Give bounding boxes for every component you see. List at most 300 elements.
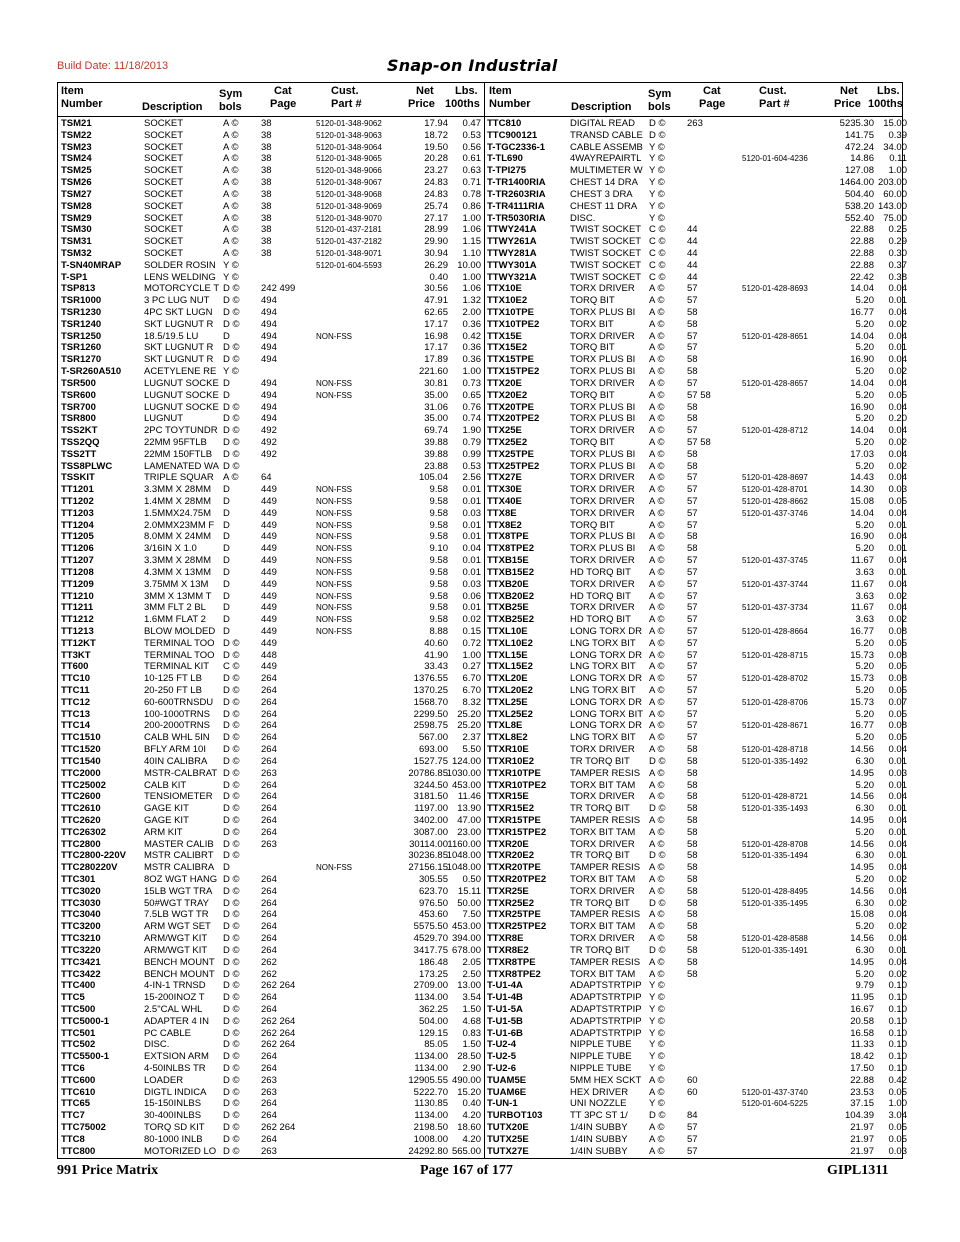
symbols: A ©	[649, 637, 665, 649]
cat-page: 58	[687, 956, 698, 968]
header-sym-1: Sym	[219, 88, 243, 100]
item-number: TTXR25E2	[487, 897, 534, 909]
table-row	[0, 1039, 960, 1051]
item-number: TTC5	[61, 992, 85, 1004]
lbs-100ths: 5.50	[462, 744, 481, 756]
item-number: TSM30	[61, 224, 92, 236]
item-number: TTC10	[61, 673, 91, 685]
lbs-100ths: 0.07	[888, 696, 907, 708]
net-price: 538.20	[844, 200, 874, 212]
table-row	[0, 307, 960, 319]
symbols: D ©	[223, 1051, 240, 1063]
cust-part: 5120-01-437-3745	[742, 556, 808, 566]
description: TORX BIT TAM	[570, 826, 636, 838]
net-price: 22.88	[850, 1074, 874, 1086]
lbs-100ths: 0.01	[462, 496, 481, 507]
table-row	[0, 1051, 960, 1063]
lbs-100ths: 0.04	[888, 862, 907, 874]
description: 8.0MM X 24MM	[144, 531, 212, 543]
cat-page: 38	[261, 188, 272, 200]
lbs-100ths: 0.01	[888, 295, 907, 307]
cat-page: 58	[687, 814, 698, 826]
table-row	[0, 921, 960, 933]
symbols: A ©	[649, 602, 665, 614]
description: NIPPLE TUBE	[570, 1063, 632, 1074]
cat-page: 449	[261, 661, 277, 673]
item-number: TTC11	[61, 685, 90, 696]
lbs-100ths: 0.05	[888, 732, 907, 744]
symbols: D ©	[223, 401, 240, 413]
cat-page: 57 58	[687, 436, 711, 448]
description: 3.75MM X 13M	[144, 578, 209, 590]
symbols: D	[223, 625, 230, 637]
item-number: TSM27	[61, 188, 92, 200]
symbols: D ©	[223, 708, 240, 720]
description: SOCKET	[144, 177, 184, 189]
symbols: D ©	[223, 1015, 240, 1027]
symbols: A ©	[649, 590, 665, 602]
cust-part: 5120-01-428-8715	[742, 650, 808, 660]
description: TORX DRIVER	[570, 555, 635, 567]
net-price: 11.67	[850, 578, 874, 590]
table-row	[0, 886, 960, 898]
net-price: 14.56	[850, 838, 874, 850]
header-underline	[57, 116, 903, 117]
lbs-100ths: 0.02	[888, 436, 907, 448]
item-number: TTC3200	[61, 921, 101, 933]
symbols: A ©	[649, 555, 665, 567]
symbols: Y ©	[649, 980, 665, 992]
item-number: TTX30E	[487, 484, 522, 496]
table-row	[0, 366, 960, 378]
description: ADAPTSTRTPIP	[570, 1015, 642, 1027]
cat-page: 264	[261, 755, 277, 767]
description: 2PC TOYTUNDR	[144, 425, 218, 437]
symbols: A ©	[223, 129, 239, 141]
header-item-2: Number	[61, 98, 103, 110]
description: MSTR-CALBRAT	[144, 767, 218, 779]
table-row	[0, 496, 960, 508]
cat-page: 57	[687, 377, 698, 389]
table-row	[0, 614, 960, 626]
net-price: 17.50	[850, 1063, 874, 1074]
symbols: A ©	[649, 295, 665, 307]
lbs-100ths: 0.05	[888, 389, 907, 401]
symbols: A ©	[223, 212, 239, 224]
item-number: TTXB20E2	[487, 590, 534, 602]
table-row	[0, 756, 960, 768]
net-price: 1008.00	[413, 1133, 448, 1145]
item-number: TTXR15TPE	[487, 814, 541, 826]
table-row	[0, 898, 960, 910]
net-price: 127.08	[844, 165, 874, 177]
item-number: TSM24	[61, 153, 92, 165]
cat-page: 264	[261, 944, 277, 956]
cust-part: NON-FSS	[316, 378, 352, 388]
item-number: TT1213	[61, 625, 94, 637]
net-price: 693.00	[418, 744, 448, 756]
description: SOCKET	[144, 236, 184, 248]
cat-page: 57	[687, 1145, 698, 1157]
net-price: 1130.85	[414, 1098, 448, 1110]
table-row	[0, 1028, 960, 1040]
description: MULTIMETER W	[570, 165, 643, 177]
description: LONG TORX DR	[570, 649, 642, 661]
footer-right: GIPL1311	[827, 1163, 889, 1178]
lbs-100ths: 0.30	[888, 247, 907, 259]
net-price: 6.30	[855, 803, 874, 815]
cust-part: 5120-01-604-4236	[742, 154, 808, 164]
item-number: TTC2610	[61, 803, 101, 815]
lbs-100ths: 1030.00	[446, 767, 481, 779]
net-price: 14.95	[850, 862, 874, 874]
table-row	[0, 378, 960, 390]
item-number: TSS2KT	[61, 425, 98, 437]
cat-page: 242 499	[261, 283, 296, 295]
symbols: A ©	[649, 767, 665, 779]
description: BLOW MOLDED	[144, 625, 216, 637]
header-cust-1: Cust.	[331, 85, 359, 97]
item-number: TURBOT103	[487, 1110, 543, 1122]
description: TR TORQ BIT	[570, 755, 630, 767]
table-row	[0, 803, 960, 815]
cust-part: 5120-01-437-2182	[316, 237, 382, 247]
description: 30-400INLBS	[144, 1110, 202, 1122]
lbs-100ths: 0.04	[888, 838, 907, 850]
item-number: TTX15E	[487, 330, 522, 342]
description: TORX DRIVER	[570, 791, 635, 803]
lbs-100ths: 0.86	[462, 200, 481, 212]
item-number: TSM25	[61, 165, 92, 177]
item-number: TTXR8E	[487, 933, 524, 945]
description: LONG TORX BIT	[570, 708, 644, 720]
lbs-100ths: 10.00	[457, 259, 481, 271]
cat-page: 58	[687, 909, 698, 921]
lbs-100ths: 1048.00	[446, 850, 481, 862]
table-row	[0, 531, 960, 543]
header-cust-1: Cust.	[759, 85, 787, 97]
table-row	[0, 165, 960, 177]
header-cat-1: Cat	[703, 85, 721, 97]
table-row	[0, 1098, 960, 1110]
description: 3MM X 13MM T	[144, 590, 212, 602]
cat-page: 57	[687, 661, 698, 673]
description: TORX DRIVER	[570, 744, 635, 756]
cat-page: 449	[261, 543, 277, 555]
lbs-100ths: 0.01	[462, 484, 481, 496]
lbs-100ths: 0.04	[888, 472, 907, 484]
net-price: 0.40	[429, 271, 448, 283]
cat-page: 60	[687, 1086, 698, 1098]
description: TR TORQ BIT	[570, 850, 630, 862]
cat-page: 57	[687, 685, 698, 696]
net-price: 27156.15	[408, 862, 448, 874]
lbs-100ths: 1160.00	[447, 838, 481, 850]
table-row	[0, 602, 960, 614]
item-number: TTC3020	[61, 885, 101, 897]
header-cat-2: Page	[699, 98, 726, 110]
net-price: 17.94	[424, 118, 448, 129]
cat-page: 58	[687, 307, 698, 318]
cat-page: 262 264	[261, 1039, 296, 1051]
lbs-100ths: 60.00	[883, 188, 907, 200]
item-number: TT1201	[61, 484, 94, 496]
net-price: 5.20	[855, 460, 874, 472]
symbols: A ©	[649, 283, 665, 295]
cat-page: 263	[687, 118, 703, 129]
item-number: TTWY321A	[487, 271, 537, 283]
cust-part: NON-FSS	[316, 567, 352, 577]
net-price: 5.20	[855, 708, 874, 720]
description: 4WAYREPAIRTL	[570, 153, 642, 165]
lbs-100ths: 0.01	[888, 826, 907, 838]
description: HD TORQ BIT	[570, 614, 631, 626]
description: TORQ BIT	[570, 295, 615, 307]
symbols: A ©	[649, 968, 665, 980]
cust-part: 5120-01-335-1494	[742, 851, 808, 861]
cust-part: 5120-01-348-9063	[316, 130, 382, 140]
symbols: D ©	[223, 897, 240, 909]
cat-page: 492	[261, 448, 277, 460]
symbols: A ©	[649, 956, 665, 968]
lbs-100ths: 0.03	[888, 1145, 907, 1157]
net-price: 37.15	[850, 1098, 874, 1110]
cust-part: 5120-01-428-8712	[742, 426, 808, 436]
net-price: 6.30	[855, 897, 874, 909]
description: 4-50INLBS TR	[144, 1063, 206, 1074]
table-row	[0, 815, 960, 827]
net-price: 5.20	[855, 661, 874, 673]
description: BENCH MOUNT	[144, 968, 215, 980]
symbols: D ©	[223, 448, 240, 460]
item-number: TTXL20E2	[487, 685, 533, 696]
net-price: 5.20	[855, 342, 874, 354]
net-price: 129.15	[418, 1027, 448, 1039]
lbs-100ths: 0.83	[462, 1027, 481, 1039]
net-price: 5.20	[855, 413, 874, 425]
cat-page: 449	[261, 637, 277, 649]
symbols: D	[223, 614, 230, 626]
header-cust-2: Part #	[759, 98, 790, 110]
cat-page: 263	[261, 1145, 277, 1157]
item-number: TTXL8E	[487, 720, 523, 732]
net-price: 18.72	[424, 129, 448, 141]
net-price: 21.97	[850, 1145, 874, 1157]
item-number: T-U2-6	[487, 1063, 517, 1074]
lbs-100ths: 0.04	[888, 425, 907, 437]
table-row	[0, 236, 960, 248]
item-number: TTXL25E	[487, 696, 528, 708]
description: 22MM 95FTLB	[144, 436, 207, 448]
lbs-100ths: 1.00	[888, 165, 907, 177]
cat-page: 494	[261, 307, 277, 318]
net-price: 567.00	[418, 732, 448, 744]
cat-page: 58	[687, 862, 698, 874]
cat-page: 58	[687, 531, 698, 543]
net-price: 30.56	[424, 283, 448, 295]
cat-page: 38	[261, 247, 272, 259]
net-price: 14.86	[850, 153, 874, 165]
lbs-100ths: 0.04	[462, 543, 481, 555]
net-price: 18.42	[850, 1051, 874, 1063]
net-price: 14.30	[850, 484, 874, 496]
lbs-100ths: 0.04	[888, 377, 907, 389]
lbs-100ths: 0.01	[462, 555, 481, 567]
net-price: 11.67	[850, 555, 874, 567]
net-price: 9.58	[429, 566, 448, 578]
net-price: 504.40	[844, 188, 874, 200]
item-number: TUTX27E	[487, 1145, 529, 1157]
item-number: TTXB20E	[487, 578, 529, 590]
item-number: TTX15TPE2	[487, 366, 540, 378]
cat-page: 492	[261, 436, 277, 448]
description: TERMINAL KIT	[144, 661, 210, 673]
table-row	[0, 449, 960, 461]
item-number: TTC3421	[61, 956, 101, 968]
net-price: 5.20	[855, 318, 874, 330]
net-price: 9.58	[429, 519, 448, 531]
cust-part: 5120-01-428-8495	[742, 886, 808, 896]
cat-page: 38	[261, 165, 272, 177]
item-number: TTXR10E	[487, 744, 529, 756]
lbs-100ths: 0.05	[888, 661, 907, 673]
cat-page: 448	[261, 649, 277, 661]
lbs-100ths: 0.04	[888, 791, 907, 803]
lbs-100ths: 0.36	[462, 354, 481, 366]
lbs-100ths: 0.61	[462, 153, 481, 165]
description: ADAPTSTRTPIP	[570, 1027, 642, 1039]
item-number: TTX8E2	[487, 519, 522, 531]
net-price: 6.30	[855, 850, 874, 862]
cust-part: 5120-01-335-1495	[742, 898, 808, 908]
item-number: TTXL15E2	[487, 661, 533, 673]
item-number: TTWY261A	[487, 236, 537, 248]
symbols: D ©	[649, 803, 666, 815]
lbs-100ths: 2.90	[462, 1063, 481, 1074]
lbs-100ths: 47.00	[457, 814, 481, 826]
lbs-100ths: 0.71	[462, 177, 481, 189]
cust-part: 5120-01-428-8693	[742, 284, 808, 294]
net-price: 2709.00	[413, 980, 448, 992]
symbols: A ©	[649, 307, 665, 318]
cat-page: 264	[261, 814, 277, 826]
description: ADAPTSTRTPIP	[570, 1003, 642, 1015]
cust-part: NON-FSS	[316, 544, 352, 554]
lbs-100ths: 0.50	[462, 874, 481, 885]
item-number: TTXB15E	[487, 555, 529, 567]
net-price: 976.50	[418, 897, 448, 909]
lbs-100ths: 0.04	[888, 602, 907, 614]
net-price: 23.27	[424, 165, 448, 177]
table-row	[0, 697, 960, 709]
description: TORX DRIVER	[570, 472, 635, 484]
description: LUGNUT	[144, 413, 184, 425]
net-price: 1134.00	[414, 1110, 448, 1122]
cat-page: 264	[261, 732, 277, 744]
item-number: T-TGC2336-1	[487, 141, 546, 153]
description: ARM WGT SET	[144, 921, 211, 933]
item-number: TTC810	[487, 118, 522, 129]
lbs-100ths: 0.01	[888, 755, 907, 767]
lbs-100ths: 0.36	[462, 342, 481, 354]
symbols: D ©	[649, 944, 666, 956]
description: LONG TORX DR	[570, 720, 642, 732]
symbols: A ©	[223, 200, 239, 212]
item-number: TTXR8E2	[487, 944, 529, 956]
description: TORQ BIT	[570, 436, 615, 448]
description: PC CABLE	[144, 1027, 191, 1039]
table-row	[0, 437, 960, 449]
lbs-100ths: 490.00	[451, 1074, 481, 1086]
table-row	[0, 508, 960, 520]
symbols: A ©	[649, 484, 665, 496]
header-lbs-2: 100ths	[445, 98, 480, 110]
net-price: 504.00	[418, 1015, 448, 1027]
lbs-100ths: 0.02	[888, 921, 907, 933]
symbols: Y ©	[649, 212, 665, 224]
net-price: 1370.25	[413, 685, 448, 696]
description: TAMPER RESIS	[570, 862, 641, 874]
description: SOCKET	[144, 118, 184, 129]
symbols: A ©	[649, 1122, 665, 1134]
table-row	[0, 118, 960, 130]
item-number: TTC14	[61, 720, 91, 732]
lbs-100ths: 1.90	[462, 425, 481, 437]
cat-page: 264	[261, 791, 277, 803]
lbs-100ths: 15.20	[457, 1086, 481, 1098]
net-price: 5575.50	[413, 921, 448, 933]
cat-page: 58	[687, 885, 698, 897]
header-lbs-1: Lbs.	[455, 85, 478, 97]
net-price: 20.58	[850, 1015, 874, 1027]
table-row	[0, 472, 960, 484]
symbols: A ©	[649, 366, 665, 378]
symbols: A ©	[649, 566, 665, 578]
table-row	[0, 827, 960, 839]
table-row	[0, 260, 960, 272]
cat-page: 57	[687, 649, 698, 661]
item-number: TUAM6E	[487, 1086, 527, 1098]
net-price: 15.08	[850, 909, 874, 921]
description: TORX DRIVER	[570, 496, 635, 507]
item-number: TSM32	[61, 247, 92, 259]
item-number: T-SP1	[61, 271, 88, 283]
lbs-100ths: 0.04	[888, 531, 907, 543]
description: ADAPTSTRTPIP	[570, 992, 642, 1004]
net-price: 362.25	[418, 1003, 448, 1015]
symbols: D	[223, 578, 230, 590]
table-row	[0, 579, 960, 591]
description: 3/16IN X 1.0	[144, 543, 197, 555]
net-price: 1134.00	[414, 1051, 448, 1063]
description: 4.3MM X 13MM	[144, 566, 212, 578]
description: TORX DRIVER	[570, 602, 635, 614]
description: BFLY ARM 10I	[144, 744, 206, 756]
symbols: D ©	[223, 1074, 240, 1086]
cust-part: 5120-01-437-3744	[742, 579, 808, 589]
lbs-100ths: 0.53	[462, 129, 481, 141]
lbs-100ths: 0.10	[888, 1039, 907, 1051]
cat-page: 38	[261, 129, 272, 141]
item-number: TTXL8E2	[487, 732, 528, 744]
cat-page: 57	[687, 1133, 698, 1145]
net-price: 11.33	[850, 1039, 874, 1051]
item-number: TTX8TPE	[487, 531, 529, 543]
cat-page: 38	[261, 118, 272, 129]
symbols: D ©	[223, 755, 240, 767]
symbols: D	[223, 519, 230, 531]
table-row	[0, 354, 960, 366]
